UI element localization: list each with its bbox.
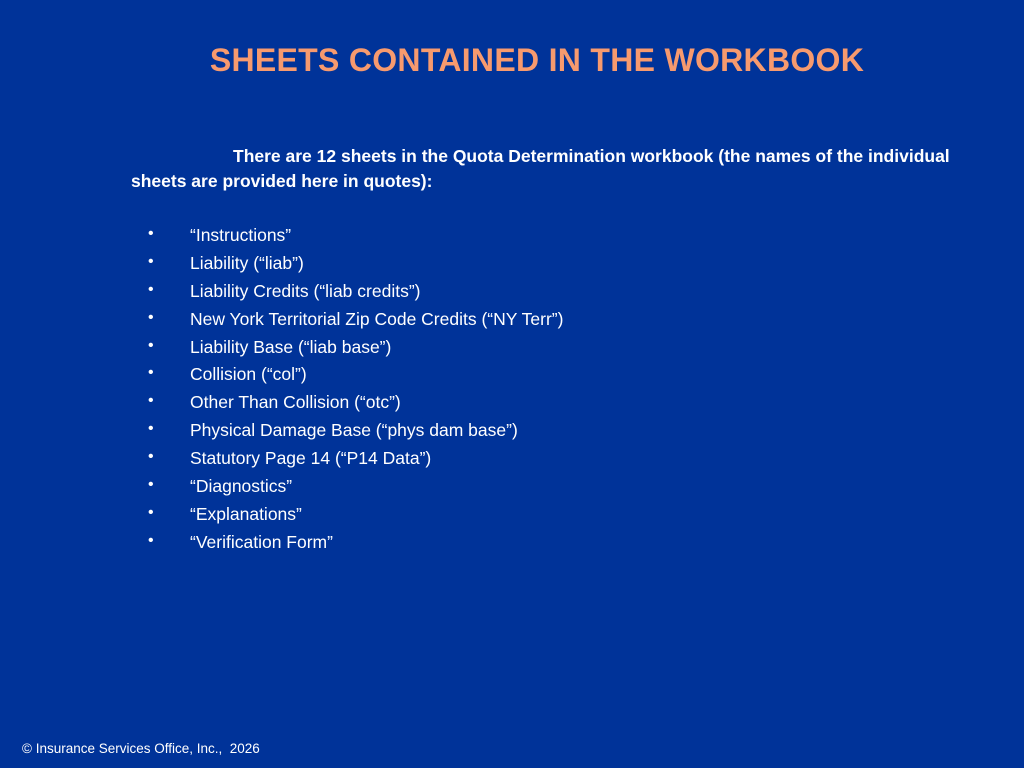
intro-paragraph: There are 12 sheets in the Quota Determination workbook (the names of the individual sheets are provided here in quotes): xyxy=(131,146,950,191)
sheet-name: “Verification Form” xyxy=(190,531,333,552)
list-item xyxy=(148,278,563,306)
bullet-icon: • xyxy=(148,420,154,438)
list-item xyxy=(148,389,563,417)
slide-title: SHEETS CONTAINED IN THE WORKBOOK xyxy=(209,42,865,78)
list-item xyxy=(148,361,563,389)
sheet-name: Liability Base (“liab base”) xyxy=(190,336,392,357)
bullet-icon: • xyxy=(148,364,154,382)
bullet-icon: • xyxy=(148,531,154,549)
sheet-name: Statutory Page 14 (“P14 Data”) xyxy=(190,448,432,469)
list-item xyxy=(148,473,563,501)
bullet-icon: • xyxy=(148,476,154,494)
sheet-name: Liability (“liab”) xyxy=(190,252,304,273)
copyright-footer: © Insurance Services Office, Inc., 2026 xyxy=(22,741,260,756)
sheet-name: New York Territorial Zip Code Credits (“NY Terr”) xyxy=(190,308,564,329)
sheet-name: “Explanations” xyxy=(190,503,302,524)
bullet-icon: • xyxy=(148,280,154,298)
list-item xyxy=(148,417,563,445)
sheet-name: Liability Credits (“liab credits”) xyxy=(190,280,421,301)
list-item xyxy=(148,501,563,529)
list-item xyxy=(148,222,563,250)
sheet-name: Physical Damage Base (“phys dam base”) xyxy=(190,420,518,441)
bullet-icon: • xyxy=(148,252,154,270)
bullet-icon: • xyxy=(148,392,154,410)
bullet-icon: • xyxy=(148,225,154,242)
list-item xyxy=(148,306,563,334)
sheet-name: “Diagnostics” xyxy=(190,476,293,497)
sheet-name: Other Than Collision (“otc”) xyxy=(190,392,401,413)
sheet-name: Collision (“col”) xyxy=(190,364,307,385)
list-item xyxy=(148,445,563,473)
list-item xyxy=(148,334,563,362)
sheet-list xyxy=(148,222,563,557)
sheet-name: “Instructions” xyxy=(190,225,292,245)
bullet-icon: • xyxy=(148,336,154,354)
list-item xyxy=(148,250,563,278)
bullet-icon: • xyxy=(148,308,154,326)
bullet-icon: • xyxy=(148,503,154,521)
list-item xyxy=(148,529,563,557)
bullet-icon: • xyxy=(148,448,154,466)
